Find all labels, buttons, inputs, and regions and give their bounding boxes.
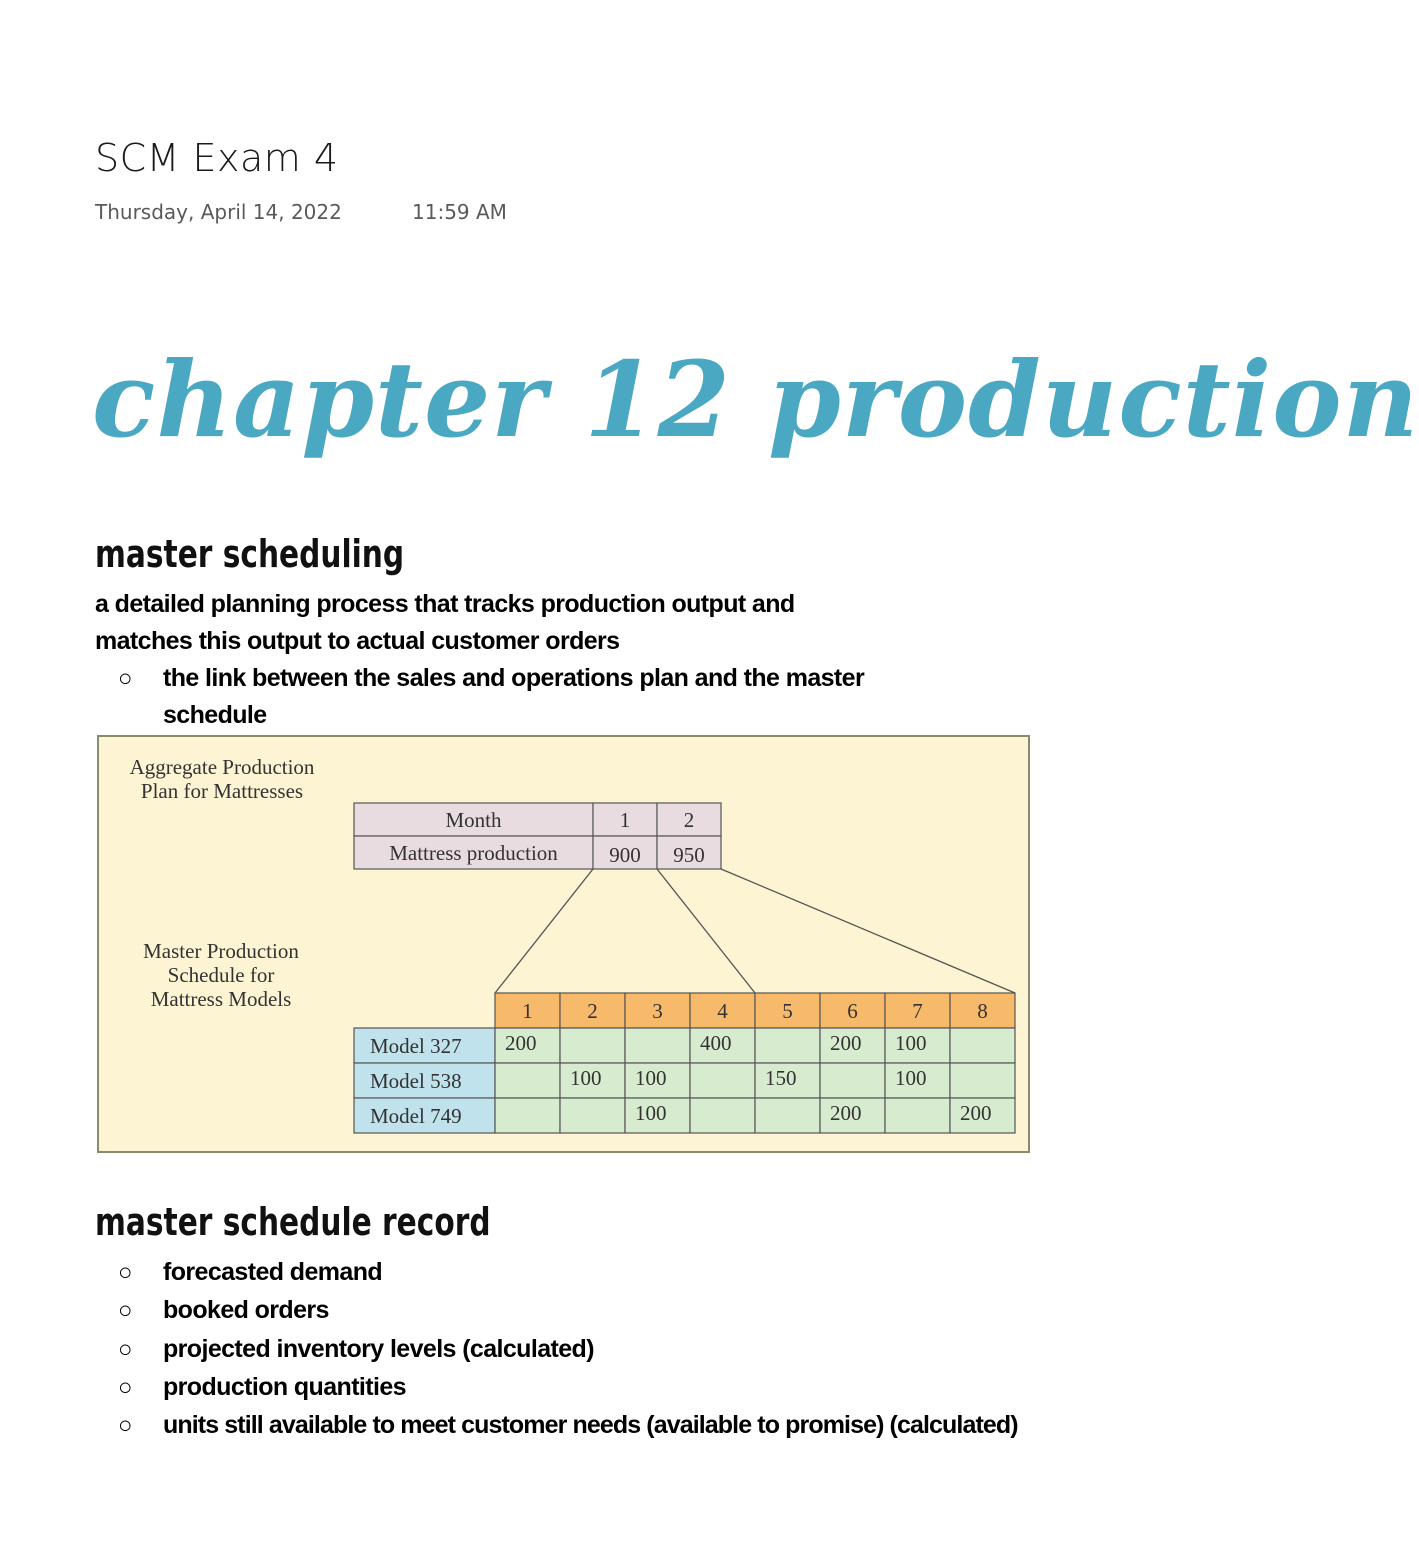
bullet-text: projected inventory levels (calculated): [163, 1335, 594, 1363]
page-time: 11:59 AM: [412, 200, 507, 224]
bullet-symbol: ○: [118, 1297, 133, 1324]
production-plan-figure: [97, 735, 1030, 1153]
model-label: Model 327: [370, 1034, 462, 1058]
page-date: Thursday, April 14, 2022: [95, 200, 342, 224]
schedule-value: 100: [635, 1101, 667, 1125]
schedule-cell: [495, 1098, 560, 1133]
bullet-text: forecasted demand: [163, 1258, 383, 1286]
schedule-value: 100: [895, 1066, 927, 1090]
mps-label-line: Master Production: [143, 939, 299, 963]
definition-line-1: a detailed planning process that tracks production output and: [95, 590, 795, 618]
section-heading-master-scheduling: master scheduling: [95, 532, 405, 576]
model-label: Model 538: [370, 1069, 462, 1093]
schedule-cell: [495, 1063, 560, 1098]
aggregate-month-label: 1: [619, 808, 631, 832]
schedule-cell: [950, 1063, 1015, 1098]
connector-line: [657, 869, 755, 993]
bullet-text-continued: schedule: [163, 701, 267, 729]
week-header-label: 3: [652, 999, 663, 1023]
schedule-value: 100: [570, 1066, 602, 1090]
schedule-value: 100: [895, 1031, 927, 1055]
bullet-symbol: ○: [118, 665, 133, 692]
bullet-symbol: ○: [118, 1412, 133, 1439]
aggregate-month-label: 2: [683, 808, 695, 832]
schedule-value: 200: [830, 1031, 862, 1055]
week-header-label: 2: [587, 999, 598, 1023]
figure-diagram: [99, 737, 1028, 1151]
bullet-symbol: ○: [118, 1259, 133, 1286]
aggregate-label-line: Aggregate Production: [129, 755, 315, 779]
bullet-text: production quantities: [163, 1373, 406, 1401]
connector-line: [721, 869, 1015, 993]
aggregate-production-value: 900: [609, 843, 641, 867]
schedule-cell: [560, 1028, 625, 1063]
schedule-cell: [690, 1063, 755, 1098]
mps-label-line: Schedule for: [167, 963, 275, 987]
connector-line: [495, 869, 593, 993]
schedule-cell: [690, 1098, 755, 1133]
week-header-label: 4: [717, 999, 728, 1023]
schedule-cell: [820, 1063, 885, 1098]
schedule-value: 150: [765, 1066, 797, 1090]
week-header-label: 1: [522, 999, 533, 1023]
model-label: Model 749: [370, 1104, 462, 1128]
chapter-title: chapter 12 production: [92, 338, 1419, 461]
schedule-cell: [950, 1028, 1015, 1063]
schedule-cell: [755, 1028, 820, 1063]
schedule-value: 100: [635, 1066, 667, 1090]
week-header-label: 6: [847, 999, 858, 1023]
definition-line-2: matches this output to actual customer orders: [95, 627, 620, 655]
schedule-cell: [560, 1098, 625, 1133]
bullet-symbol: ○: [118, 1374, 133, 1401]
schedule-cell: [755, 1098, 820, 1133]
schedule-cell: [625, 1028, 690, 1063]
aggregate-production-value: 950: [673, 843, 705, 867]
week-header-label: 7: [912, 999, 923, 1023]
bullet-text: units still available to meet customer needs (available to promise) (calculated): [163, 1411, 1018, 1439]
bullet-symbol: ○: [118, 1336, 133, 1363]
mps-label-line: Mattress Models: [150, 987, 292, 1011]
bullet-text: booked orders: [163, 1296, 329, 1324]
aggregate-header-label: Month: [445, 808, 502, 832]
aggregate-row-label: Mattress production: [389, 841, 558, 865]
schedule-value: 200: [830, 1101, 862, 1125]
bullet-text: the link between the sales and operations plan and the master: [163, 664, 865, 692]
page-title: SCM Exam 4: [95, 136, 339, 180]
week-header-label: 5: [782, 999, 793, 1023]
schedule-value: 200: [960, 1101, 992, 1125]
schedule-cell: [885, 1098, 950, 1133]
section-heading-master-schedule-record: master schedule record: [95, 1200, 491, 1244]
week-header-label: 8: [977, 999, 988, 1023]
schedule-value: 200: [505, 1031, 537, 1055]
aggregate-label-line: Plan for Mattresses: [140, 779, 304, 803]
schedule-value: 400: [700, 1031, 732, 1055]
